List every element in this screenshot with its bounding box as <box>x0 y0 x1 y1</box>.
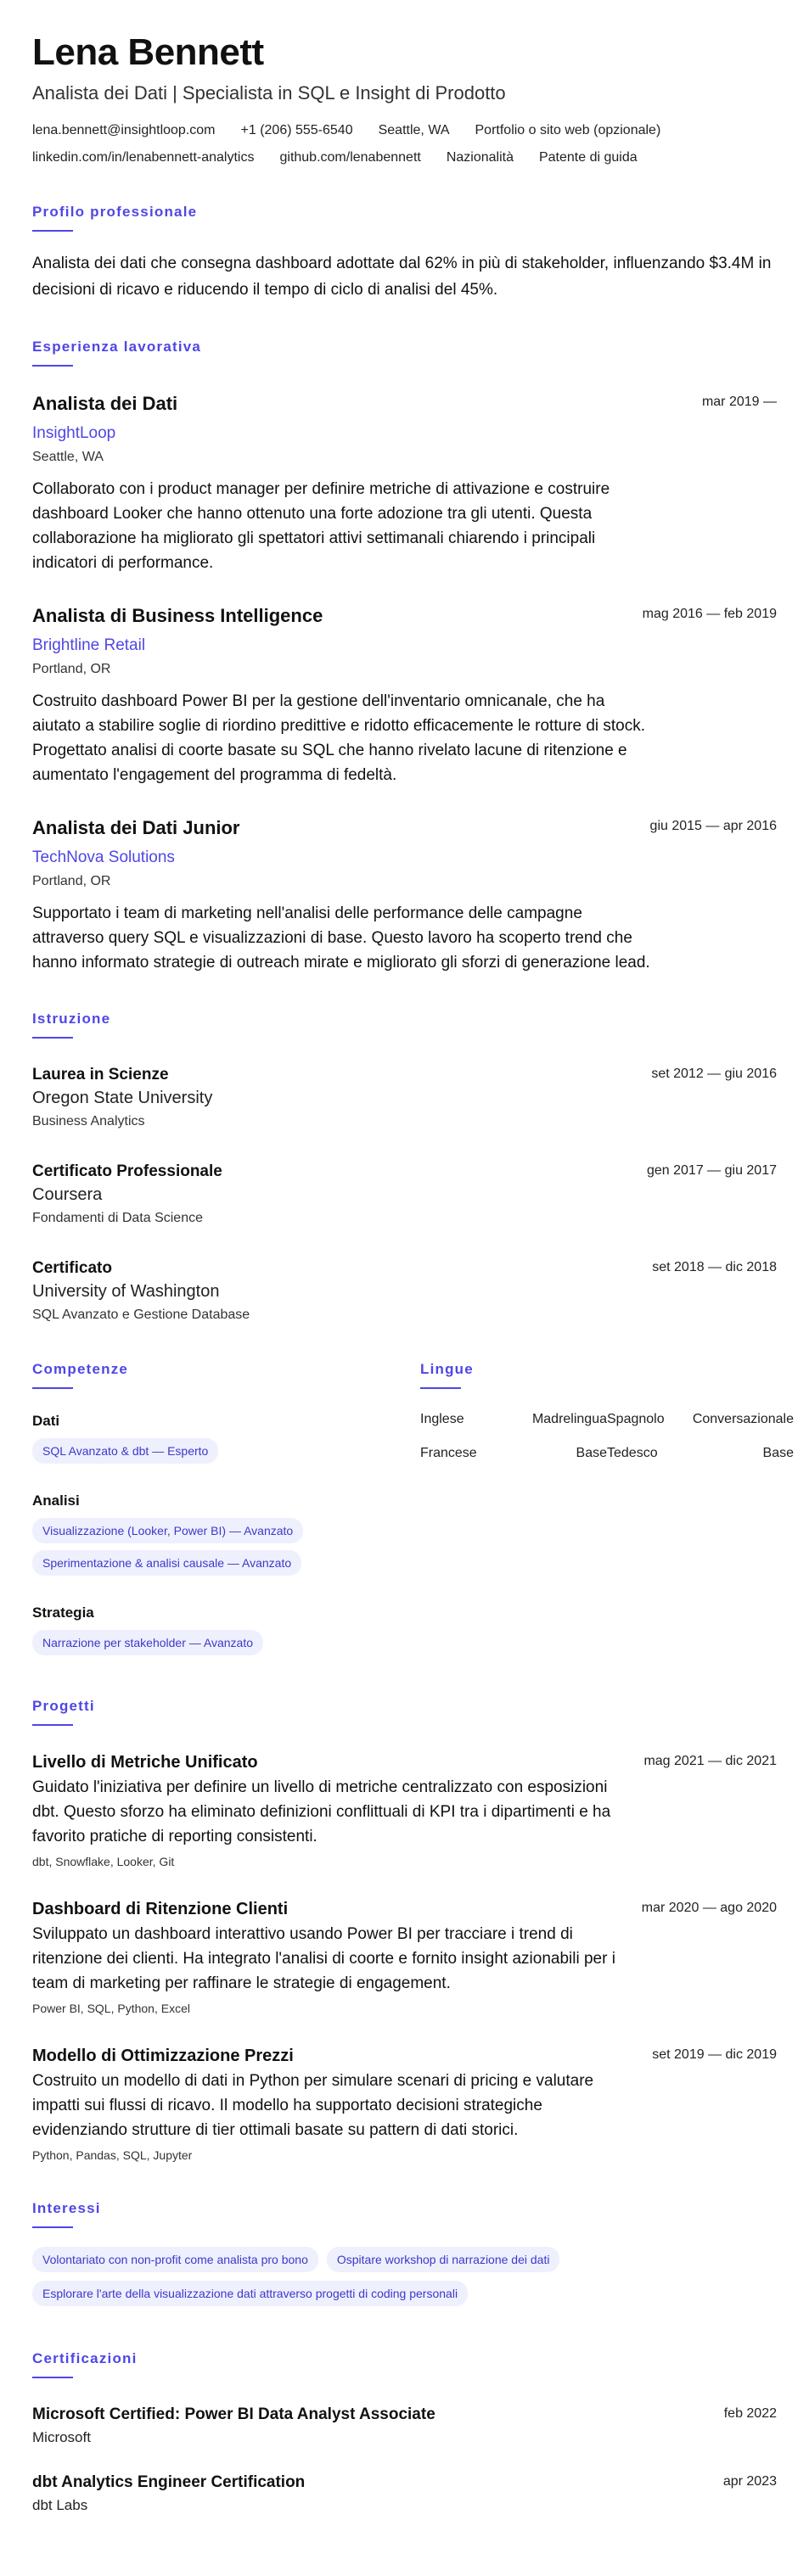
project-entry <box>32 1751 777 1871</box>
project-description: Sviluppato un dashboard interattivo usando Power BI per tracciare i trend di ritenzione dei clienti. Ha integrato l'analisi di coorte e fornito insight azionabili per i team di marketing per raffinare le strategie di engagement. <box>32 1925 615 1992</box>
contact-email[interactable]: lena.bennett@insightloop.com <box>32 123 216 137</box>
project-description: Guidato l'iniziativa per definire un livello di metriche centralizzato con esposizioni dbt. Questo sforzo ha eliminato definizioni conflittuali di KPI tra i dipartimenti e ha favorito pratiche di reporting consistenti. <box>32 1778 611 1845</box>
contact-location: Seattle, WA <box>378 123 450 137</box>
certification-entry <box>32 2472 777 2516</box>
projects-section <box>32 1696 777 2164</box>
language-item <box>420 1409 607 1430</box>
section-title: Competenze <box>32 1361 129 1377</box>
degree-title: Certificato Professionale <box>32 1162 222 1180</box>
resume-header <box>32 31 777 168</box>
skill-chip: Visualizzazione (Looker, Power BI) — Avanzato <box>32 1518 303 1543</box>
interest-chip: Esplorare l'arte della visualizzazione dati attraverso progetti di coding personali <box>32 2281 468 2306</box>
field-of-study: Fondamenti di Data Science <box>32 1211 203 1225</box>
language-item <box>607 1443 794 1464</box>
skill-group <box>32 1603 420 1662</box>
certification-date: feb 2022 <box>723 2406 777 2421</box>
language-name: Inglese <box>420 1412 464 1426</box>
language-name: Spagnolo <box>607 1412 665 1426</box>
project-tech: Power BI, SQL, Python, Excel <box>32 2002 190 2015</box>
candidate-tagline: Analista dei Dati | Specialista in SQL e Insight di Prodotto <box>32 82 506 104</box>
skills-section <box>32 1359 420 1662</box>
language-level: Conversazionale <box>692 1412 794 1426</box>
institution-name: University of Washington <box>32 1282 220 1301</box>
language-level: Base <box>762 1446 794 1460</box>
project-dates: set 2019 — dic 2019 <box>652 2047 777 2062</box>
section-title: Istruzione <box>32 1011 111 1027</box>
education-dates: set 2012 — giu 2016 <box>651 1067 777 1081</box>
project-dates: mag 2021 — dic 2021 <box>643 1754 777 1768</box>
experience-entry <box>32 816 777 975</box>
skill-group <box>32 1491 420 1582</box>
section-divider <box>32 1724 73 1726</box>
summary-section <box>32 202 777 303</box>
experience-entry <box>32 392 777 575</box>
candidate-name: Lena Bennett <box>32 31 264 73</box>
skill-chip: SQL Avanzato & dbt — Esperto <box>32 1438 218 1464</box>
degree-title: Laurea in Scienze <box>32 1066 169 1084</box>
job-title: Analista di Business Intelligence <box>32 605 323 626</box>
section-title: Interessi <box>32 2200 101 2216</box>
project-name: Livello di Metriche Unificato <box>32 1753 258 1772</box>
degree-title: Certificato <box>32 1259 112 1277</box>
institution-name: Coursera <box>32 1185 103 1204</box>
section-divider <box>32 1387 73 1389</box>
section-title: Progetti <box>32 1698 95 1714</box>
language-level: Madrelingua <box>531 1412 607 1426</box>
project-dates: mar 2020 — ago 2020 <box>641 1901 777 1915</box>
education-dates: gen 2017 — giu 2017 <box>646 1163 777 1178</box>
skill-category: Dati <box>32 1413 60 1429</box>
skill-category: Strategia <box>32 1604 94 1621</box>
section-title: Profilo professionale <box>32 204 198 220</box>
experience-section <box>32 337 777 975</box>
company-name: TechNova Solutions <box>32 848 175 866</box>
education-entry <box>32 1257 777 1325</box>
language-name: Tedesco <box>607 1446 658 1460</box>
job-location: Seattle, WA <box>32 450 104 464</box>
certification-name: Microsoft Certified: Power BI Data Analyst Associate <box>32 2405 435 2423</box>
contact-linkedin[interactable]: linkedin.com/in/lenabennett-analytics <box>32 150 255 165</box>
section-divider <box>32 230 73 232</box>
summary-text: Analista dei dati che consegna dashboard adottate dal 62% in più di stakeholder, influenzando $3.4M in decisioni di ricavo e riducendo il tempo di ciclo di analisi del 45%. <box>32 255 772 299</box>
contact-github[interactable]: github.com/lenabennett <box>279 150 421 165</box>
job-description: Costruito dashboard Power BI per la gestione dell'inventario omnicanale, che ha aiutato a stabilire soglie di riordino predittive e ridotto efficacemente le rotture di stock. Progettato analisi di coorte basate su SQL che hanno rivelato lacune di ritenzione e aumentato l'engagement del programma di fedeltà. <box>32 692 646 784</box>
section-divider <box>420 1387 461 1389</box>
section-title: Lingue <box>420 1361 474 1377</box>
project-name: Dashboard di Ritenzione Clienti <box>32 1900 289 1918</box>
project-name: Modello di Ottimizzazione Prezzi <box>32 2047 294 2065</box>
experience-entry <box>32 604 777 787</box>
skill-chip: Sperimentazione & analisi causale — Avanzato <box>32 1550 301 1576</box>
job-dates: mar 2019 — <box>701 395 777 409</box>
education-entry <box>32 1161 777 1229</box>
interests-section <box>32 2198 777 2315</box>
section-divider <box>32 1037 73 1039</box>
job-description: Supportato i team di marketing nell'analisi delle performance delle campagne attraverso query SQL e visualizzazioni di base. Questo lavoro ha scoperto trend che hanno informato strategie di outreach mirate e migliorato gli sforzi di generazione lead. <box>32 904 650 972</box>
skill-chip: Narrazione per stakeholder — Avanzato <box>32 1630 263 1655</box>
project-entry <box>32 1898 777 2018</box>
job-location: Portland, OR <box>32 874 111 888</box>
education-dates: set 2018 — dic 2018 <box>652 1260 777 1274</box>
skill-category: Analisi <box>32 1492 80 1509</box>
project-entry <box>32 2045 777 2164</box>
language-grid <box>420 1409 794 1464</box>
language-item <box>607 1409 794 1430</box>
certification-name: dbt Analytics Engineer Certification <box>32 2473 306 2491</box>
job-location: Portland, OR <box>32 662 111 676</box>
contact-driving-license: Patente di guida <box>538 150 638 165</box>
project-tech: Python, Pandas, SQL, Jupyter <box>32 2148 193 2162</box>
certifications-section <box>32 2349 777 2516</box>
job-title: Analista dei Dati <box>32 393 178 414</box>
section-title: Certificazioni <box>32 2350 138 2366</box>
contact-list <box>32 120 779 168</box>
language-name: Francese <box>420 1446 477 1460</box>
section-divider <box>32 2377 73 2378</box>
field-of-study: Business Analytics <box>32 1114 145 1128</box>
project-description: Costruito un modello di dati in Python per simulare scenari di pricing e valutare impatti sui flussi di ricavo. Il modello ha supportato decisioni strategiche evidenziando strutture di tier ottimali basate su pattern di dati storici. <box>32 2072 594 2139</box>
job-description: Collaborato con i product manager per definire metriche di attivazione e costruire dashboard Looker che hanno ottenuto una forte adozione tra gli utenti. Questa collaborazione ha migliorato gli spettatori attivi settimanali chiarendo i principali indicatori di performance. <box>32 480 610 572</box>
skill-group <box>32 1411 420 1470</box>
languages-section <box>420 1359 794 1662</box>
certification-date: apr 2023 <box>722 2474 777 2489</box>
section-title: Esperienza lavorativa <box>32 339 202 355</box>
company-name: Brightline Retail <box>32 636 146 654</box>
contact-phone[interactable]: +1 (206) 555-6540 <box>240 123 353 137</box>
education-entry <box>32 1064 777 1132</box>
job-dates: giu 2015 — apr 2016 <box>649 819 777 833</box>
field-of-study: SQL Avanzato e Gestione Database <box>32 1308 250 1322</box>
company-name: InsightLoop <box>32 424 116 442</box>
job-title: Analista dei Dati Junior <box>32 817 240 838</box>
skills-languages-row <box>32 1359 794 1662</box>
interest-list <box>32 2247 779 2315</box>
section-divider <box>32 2226 73 2228</box>
certification-entry <box>32 2404 777 2448</box>
project-tech: dbt, Snowflake, Looker, Git <box>32 1855 175 1868</box>
institution-name: Oregon State University <box>32 1089 213 1107</box>
interest-chip: Ospitare workshop di narrazione dei dati <box>327 2247 560 2272</box>
contact-nationality: Nazionalità <box>446 150 514 165</box>
job-dates: mag 2016 — feb 2019 <box>642 607 777 621</box>
certification-issuer: dbt Labs <box>32 2497 88 2513</box>
interest-chip: Volontariato con non-profit come analista pro bono <box>32 2247 318 2272</box>
language-level: Base <box>576 1446 607 1460</box>
education-section <box>32 1009 777 1325</box>
section-divider <box>32 365 73 367</box>
certification-issuer: Microsoft <box>32 2429 91 2445</box>
contact-portfolio[interactable]: Portfolio o sito web (opzionale) <box>475 123 661 137</box>
language-item <box>420 1443 607 1464</box>
